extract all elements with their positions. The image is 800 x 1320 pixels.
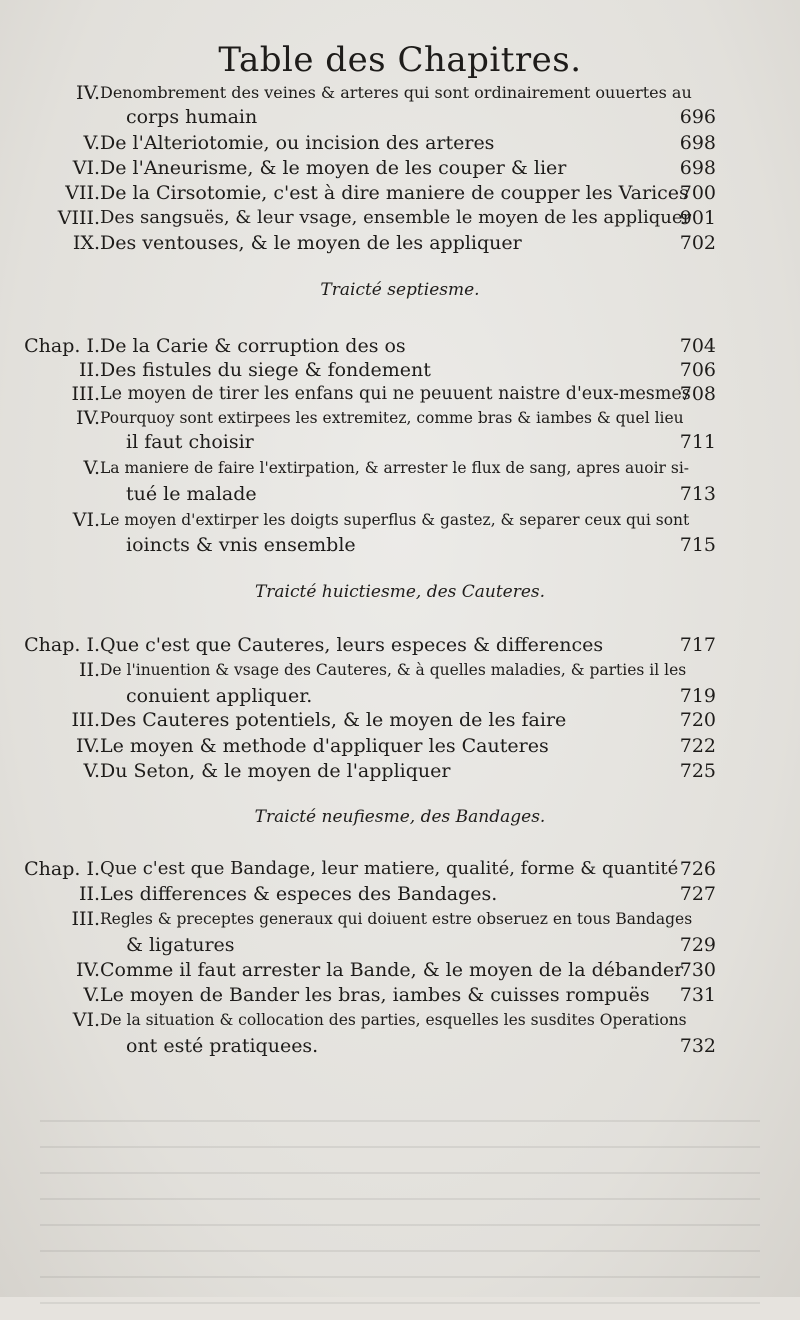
chapter-title: ioincts & vnis ensemble (126, 534, 356, 556)
chapter-line (0, 1033, 800, 1059)
chapter-line (0, 507, 800, 533)
chapter-number: V. (83, 457, 100, 479)
page-number: 717 (679, 634, 716, 656)
chapter-title: Pourquoy sont extirpees les extremitez, comme bras & iambes & quel lieu (100, 409, 684, 427)
chapter-title: il faut choisir (126, 431, 254, 453)
chapter-line (0, 155, 800, 181)
chapter-title: De l'inuention & vsage des Cauteres, & à quelles maladies, & parties il les (100, 661, 687, 679)
chapter-title: & ligatures (126, 934, 235, 956)
chapter-line (0, 906, 800, 932)
chapter-line (0, 333, 800, 359)
chapter-title: Les differences & especes des Bandages. (100, 883, 498, 905)
page-number: 711 (679, 431, 716, 453)
chapter-line (0, 381, 800, 407)
page-number: 732 (679, 1035, 716, 1057)
chapter-number: II. (78, 359, 100, 381)
chapter-title: Comme il faut arrester la Bande, & le moyen de la débander (100, 959, 684, 981)
chapter-title: Denombrement des veines & arteres qui sont ordinairement ouuertes au (100, 83, 692, 102)
chapter-number: VIII. (57, 207, 100, 229)
chapter-line (0, 205, 800, 231)
chapter-title: Des ventouses, & le moyen de les appliquer (100, 232, 522, 254)
chapter-number: VI. (72, 157, 100, 179)
page-number: 715 (679, 534, 716, 556)
chapter-line (0, 957, 800, 983)
chapter-line (0, 932, 800, 958)
page-number: 725 (679, 760, 716, 782)
chapter-line (0, 881, 800, 907)
chapter-number: Chap. I. (24, 858, 100, 880)
chapter-number: V. (83, 132, 100, 154)
chapter-number: VI. (72, 509, 100, 531)
chapter-number: IV. (76, 959, 100, 981)
chapter-line (0, 357, 800, 383)
chapter-number: VI. (72, 1009, 100, 1031)
page-number: 731 (679, 984, 716, 1006)
chapter-line (0, 130, 800, 156)
page-number: 722 (679, 735, 716, 757)
page-number: 704 (679, 335, 716, 357)
chapter-line (0, 230, 800, 256)
chapter-line (0, 80, 800, 106)
page-number: 727 (679, 883, 716, 905)
chapter-title: De la Cirsotomie, c'est à dire maniere de coupper les Varices (100, 182, 689, 204)
chapter-number: IV. (76, 82, 100, 104)
chapter-line (0, 707, 800, 733)
chapter-line (0, 104, 800, 130)
chapter-title: Le moyen de Bander les bras, iambes & cuisses rompuës (100, 984, 650, 1006)
chapter-line (0, 632, 800, 658)
chapter-number: V. (83, 760, 100, 782)
chapter-line (0, 180, 800, 206)
page-number: 730 (679, 959, 716, 981)
chapter-title: Le moyen de tirer les enfans qui ne peuuent naistre d'eux-mesmes (100, 384, 691, 404)
section-heading: Traicté huictiesme, des Cauteres. (254, 582, 546, 602)
chapter-title: Du Seton, & le moyen de l'appliquer (100, 760, 451, 782)
page-number: 700 (679, 182, 716, 204)
page-number: 698 (679, 132, 716, 154)
chapter-title: Des sangsuës, & leur vsage, ensemble le moyen de les appliquer (100, 207, 692, 228)
chapter-title: Des fistules du siege & fondement (100, 359, 431, 381)
chapter-line (0, 758, 800, 784)
chapter-title: ont esté pratiquees. (126, 1035, 319, 1057)
chapter-title: De l'Alteriotomie, ou incision des arteres (100, 132, 495, 154)
chapter-title: corps humain (126, 106, 258, 128)
page-number: 708 (679, 383, 716, 405)
chapter-line (0, 429, 800, 455)
chapter-title: De l'Aneurisme, & le moyen de les couper & lier (100, 157, 567, 179)
chapter-line (0, 532, 800, 558)
chapter-number: V. (83, 984, 100, 1006)
page-number: 901 (679, 207, 716, 229)
chapter-number: Chap. I. (24, 634, 100, 656)
chapter-number: III. (71, 383, 100, 405)
page-number: 729 (679, 934, 716, 956)
chapter-title: conuient appliquer. (126, 685, 313, 707)
page-number: 719 (679, 685, 716, 707)
chapter-line (0, 1007, 800, 1033)
page-number: 726 (679, 858, 716, 880)
chapter-number: IV. (76, 735, 100, 757)
chapter-line (0, 657, 800, 683)
chapter-number: IV. (76, 407, 100, 429)
page-number: 706 (679, 359, 716, 381)
chapter-number: VII. (65, 182, 100, 204)
chapter-number: II. (78, 883, 100, 905)
page-number: 698 (679, 157, 716, 179)
chapter-line (0, 405, 800, 431)
chapter-number: Chap. I. (24, 335, 100, 357)
chapter-title: De la situation & collocation des parties, esquelles les susdites Operations (100, 1011, 687, 1029)
chapter-line (0, 683, 800, 709)
chapter-number: III. (71, 908, 100, 930)
page-number: 696 (679, 106, 716, 128)
page-number: 720 (679, 709, 716, 731)
chapter-title: Des Cauteres potentiels, & le moyen de les faire (100, 709, 567, 731)
chapter-line (0, 455, 800, 481)
chapter-line (0, 982, 800, 1008)
chapter-title: tué le malade (126, 483, 257, 505)
chapter-line (0, 733, 800, 759)
chapter-title: Regles & preceptes generaux qui doiuent estre obseruez en tous Bandages (100, 910, 693, 928)
chapter-number: II. (78, 659, 100, 681)
chapter-number: IX. (72, 232, 100, 254)
bleed-through (40, 1120, 760, 1320)
chapter-title: Que c'est que Cauteres, leurs especes & differences (100, 634, 604, 656)
chapter-title: Le moyen d'extirper les doigts superflus & gastez, & separer ceux qui sont (100, 511, 690, 529)
chapter-number: III. (71, 709, 100, 731)
chapter-title: Le moyen & methode d'appliquer les Cauteres (100, 735, 549, 757)
page-number: 702 (679, 232, 716, 254)
page-number: 713 (679, 483, 716, 505)
chapter-line (0, 856, 800, 882)
chapter-line (0, 481, 800, 507)
chapter-title: De la Carie & corruption des os (100, 335, 406, 357)
section-heading: Traicté septiesme. (320, 280, 480, 300)
chapter-title: La maniere de faire l'extirpation, & arrester le flux de sang, apres auoir si- (100, 459, 690, 477)
page-title: Table des Chapitres. (218, 40, 582, 80)
chapter-title: Que c'est que Bandage, leur matiere, qualité, forme & quantité (100, 858, 679, 879)
section-heading: Traicté neufiesme, des Bandages. (254, 807, 546, 827)
